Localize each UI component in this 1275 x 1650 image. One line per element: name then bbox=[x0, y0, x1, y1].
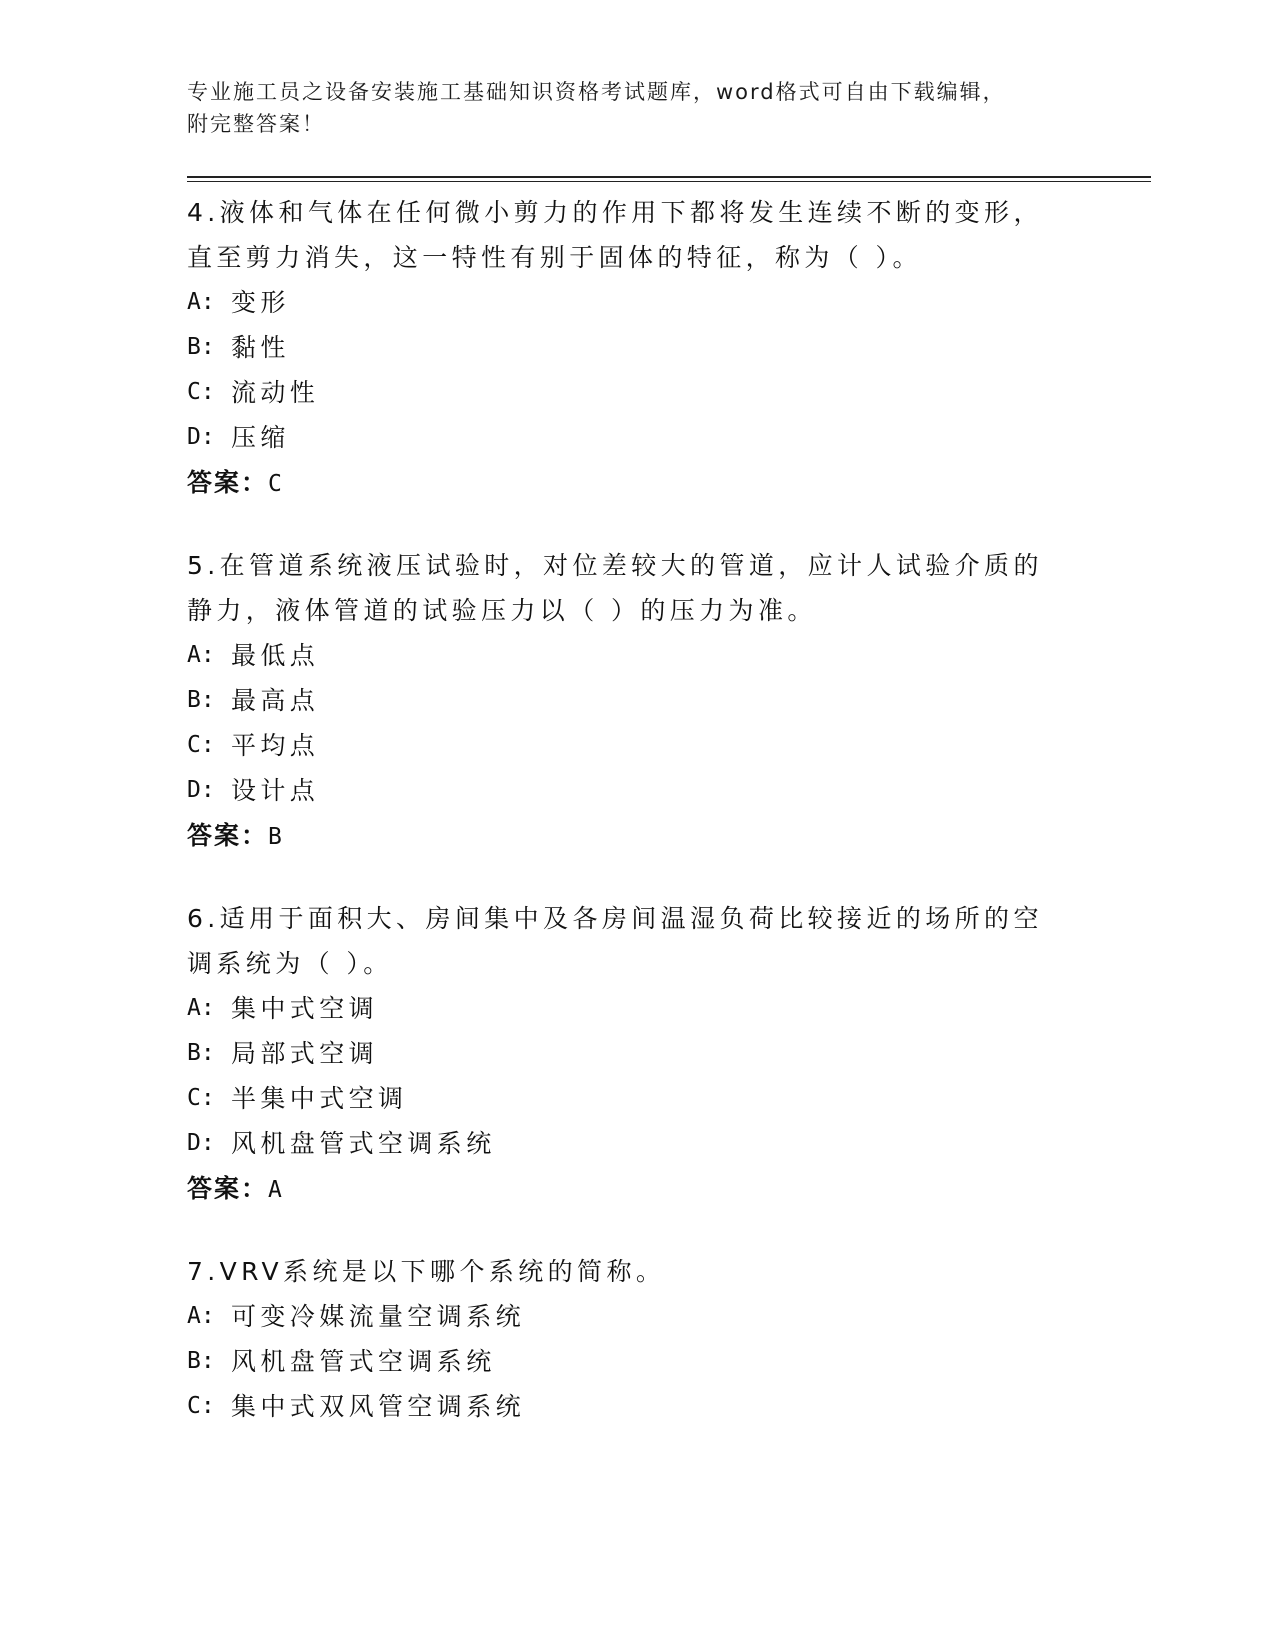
option-letter: D: bbox=[187, 777, 215, 803]
option-text: 平均点 bbox=[231, 731, 320, 760]
option-b bbox=[187, 1339, 1067, 1384]
option-b bbox=[187, 325, 1067, 370]
answer-line bbox=[187, 460, 1067, 507]
option-c bbox=[187, 1384, 1067, 1429]
option-d bbox=[187, 415, 1067, 460]
option-letter: B: bbox=[187, 1040, 215, 1066]
question-6 bbox=[187, 896, 1067, 1213]
answer-line bbox=[187, 813, 1067, 860]
option-a bbox=[187, 280, 1067, 325]
option-letter: A: bbox=[187, 289, 215, 315]
answer-line bbox=[187, 1166, 1067, 1213]
option-b bbox=[187, 678, 1067, 723]
option-letter: B: bbox=[187, 1348, 215, 1374]
option-text: 局部式空调 bbox=[231, 1039, 379, 1068]
option-a bbox=[187, 986, 1067, 1031]
option-d bbox=[187, 1121, 1067, 1166]
option-text: 黏性 bbox=[231, 333, 290, 362]
option-letter: C: bbox=[187, 1085, 215, 1111]
answer-value: A bbox=[268, 1177, 284, 1203]
option-d bbox=[187, 768, 1067, 813]
option-text: 流动性 bbox=[231, 378, 320, 407]
option-text: 集中式空调 bbox=[231, 994, 379, 1023]
option-c bbox=[187, 723, 1067, 768]
header-divider-thick bbox=[187, 176, 1151, 178]
option-c bbox=[187, 1076, 1067, 1121]
option-text: 风机盘管式空调系统 bbox=[231, 1347, 496, 1376]
option-text: 设计点 bbox=[231, 776, 320, 805]
option-letter: B: bbox=[187, 687, 215, 713]
answer-label: 答案： bbox=[187, 821, 269, 850]
option-letter: C: bbox=[187, 732, 215, 758]
option-letter: B: bbox=[187, 334, 215, 360]
option-letter: D: bbox=[187, 424, 215, 450]
question-stem: 4.液体和气体在任何微小剪力的作用下都将发生连续不断的变形，直至剪力消失，这一特性有别于固体的特征，称为（ ）。 bbox=[187, 198, 1043, 272]
answer-value: B bbox=[268, 824, 284, 850]
option-text: 压缩 bbox=[231, 423, 290, 452]
header-line-2: 附完整答案！ bbox=[187, 112, 325, 136]
option-letter: A: bbox=[187, 1303, 215, 1329]
option-a bbox=[187, 633, 1067, 678]
answer-value: C bbox=[268, 471, 284, 497]
option-text: 最高点 bbox=[231, 686, 320, 715]
option-text: 可变冷媒流量空调系统 bbox=[231, 1302, 526, 1331]
header-divider-thin bbox=[187, 181, 1151, 182]
question-5 bbox=[187, 543, 1067, 860]
answer-label: 答案： bbox=[187, 468, 269, 497]
document-header bbox=[187, 76, 1067, 140]
question-7 bbox=[187, 1249, 1067, 1429]
option-text: 半集中式空调 bbox=[231, 1084, 408, 1113]
option-letter: C: bbox=[187, 1393, 215, 1419]
option-b bbox=[187, 1031, 1067, 1076]
question-stem: 7.VRV系统是以下哪个系统的简称。 bbox=[187, 1257, 666, 1286]
option-text: 风机盘管式空调系统 bbox=[231, 1129, 496, 1158]
question-stem: 6.适用于面积大、房间集中及各房间温湿负荷比较接近的场所的空调系统为（ ）。 bbox=[187, 904, 1043, 978]
option-text: 变形 bbox=[231, 288, 290, 317]
question-stem: 5.在管道系统液压试验时，对位差较大的管道，应计人试验介质的静力，液体管道的试验压力以（ ）的压力为准。 bbox=[187, 551, 1043, 625]
option-a bbox=[187, 1294, 1067, 1339]
option-letter: C: bbox=[187, 379, 215, 405]
option-letter: A: bbox=[187, 995, 215, 1021]
option-text: 最低点 bbox=[231, 641, 320, 670]
option-text: 集中式双风管空调系统 bbox=[231, 1392, 526, 1421]
option-c bbox=[187, 370, 1067, 415]
option-letter: D: bbox=[187, 1130, 215, 1156]
question-4 bbox=[187, 190, 1067, 507]
option-letter: A: bbox=[187, 642, 215, 668]
question-list bbox=[187, 190, 1067, 1465]
answer-label: 答案： bbox=[187, 1174, 269, 1203]
header-line-1: 专业施工员之设备安装施工基础知识资格考试题库，word格式可自由下载编辑， bbox=[187, 80, 1006, 104]
